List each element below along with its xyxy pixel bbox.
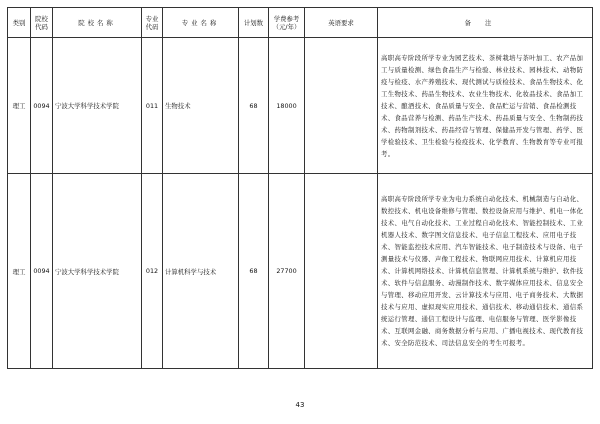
cell-school-code: 0094 bbox=[31, 38, 53, 174]
admissions-table bbox=[7, 7, 593, 369]
table-row bbox=[8, 174, 593, 369]
header-school-name: 院校名称 bbox=[53, 8, 142, 38]
cell-notes: 高职高专阶段所学专业为电力系统自动化技术、机械制造与自动化、数控技术、机电设备维修与管理、数控设备应用与维护、机电一体化技术、电气自动化技术、工业过程自动化技术、智能控制技术、工业机器人技术、数字图文信息技术、电子信息工程技术、应用电子技术、智能监控技术应用、汽车智能技术、电子制造技术与设备、电子测量技术与仪器、声像工程技术、物联网应用技术、计算机应用技术、计算机网络技术、计算机信息管理、计算机系统与维护、软件技术、软件与信息服务、动漫制作技术、数字媒体应用技术、信息安全与管理、移动应用开发、云计算技术与应用、电子商务技术、大数据技术与应用、虚拟现实应用技术、通信技术、移动通信技术、通信系统运行管理、通信工程设计与监理、电信服务与管理、医学影像技术、互联网金融、商务数据分析与应用、广播电视技术、现代教育技术、安全防范技术、司法信息安全的考生可报考。 bbox=[378, 174, 593, 369]
cell-school-code: 0094 bbox=[31, 174, 53, 369]
cell-notes: 高职高专阶段所学专业为园艺技术、茶树栽培与茶叶加工、农产品加工与质量检测、绿色食品生产与检验、林业技术、园林技术、动物防疫与检疫、水产养殖技术、现代测试与质检技术、食品生物技术、化工生物技术、药品生物技术、农业生物技术、化妆品技术、食品加工技术、酿酒技术、食品质量与安全、食品贮运与营销、食品检测技术、食品营养与检测、药品生产技术、药品质量与安全、生物制药技术、药物制剂技术、药品经营与管理、保健品开发与管理、药学、医学检验技术、卫生检验与检疫技术、化学教育、生物教育等专业可报考。 bbox=[378, 38, 593, 174]
header-english-requirement: 英语要求 bbox=[305, 8, 378, 38]
header-category: 类别 bbox=[8, 8, 31, 38]
cell-major-name: 生物技术 bbox=[163, 38, 239, 174]
table-row bbox=[8, 38, 593, 174]
cell-major-code: 012 bbox=[142, 174, 163, 369]
cell-tuition: 18000 bbox=[269, 38, 305, 174]
header-plan-count: 计划数 bbox=[239, 8, 269, 38]
cell-major-name: 计算机科学与技术 bbox=[163, 174, 239, 369]
cell-plan-count: 68 bbox=[239, 174, 269, 369]
header-major-code: 专业 代码 bbox=[142, 8, 163, 38]
header-major-name: 专业名称 bbox=[163, 8, 239, 38]
cell-english-requirement bbox=[305, 38, 378, 174]
cell-category: 理工 bbox=[8, 174, 31, 369]
cell-major-code: 011 bbox=[142, 38, 163, 174]
cell-school-name: 宁波大学科学技术学院 bbox=[53, 38, 142, 174]
cell-category: 理工 bbox=[8, 38, 31, 174]
header-row bbox=[8, 8, 593, 38]
cell-plan-count: 68 bbox=[239, 38, 269, 174]
header-notes: 备注 bbox=[378, 8, 593, 38]
cell-tuition: 27700 bbox=[269, 174, 305, 369]
page-number: 43 bbox=[295, 401, 305, 409]
cell-school-name: 宁波大学科学技术学院 bbox=[53, 174, 142, 369]
header-school-code: 院校 代码 bbox=[31, 8, 53, 38]
header-tuition: 学费参考 （元/年） bbox=[269, 8, 305, 38]
cell-english-requirement bbox=[305, 174, 378, 369]
